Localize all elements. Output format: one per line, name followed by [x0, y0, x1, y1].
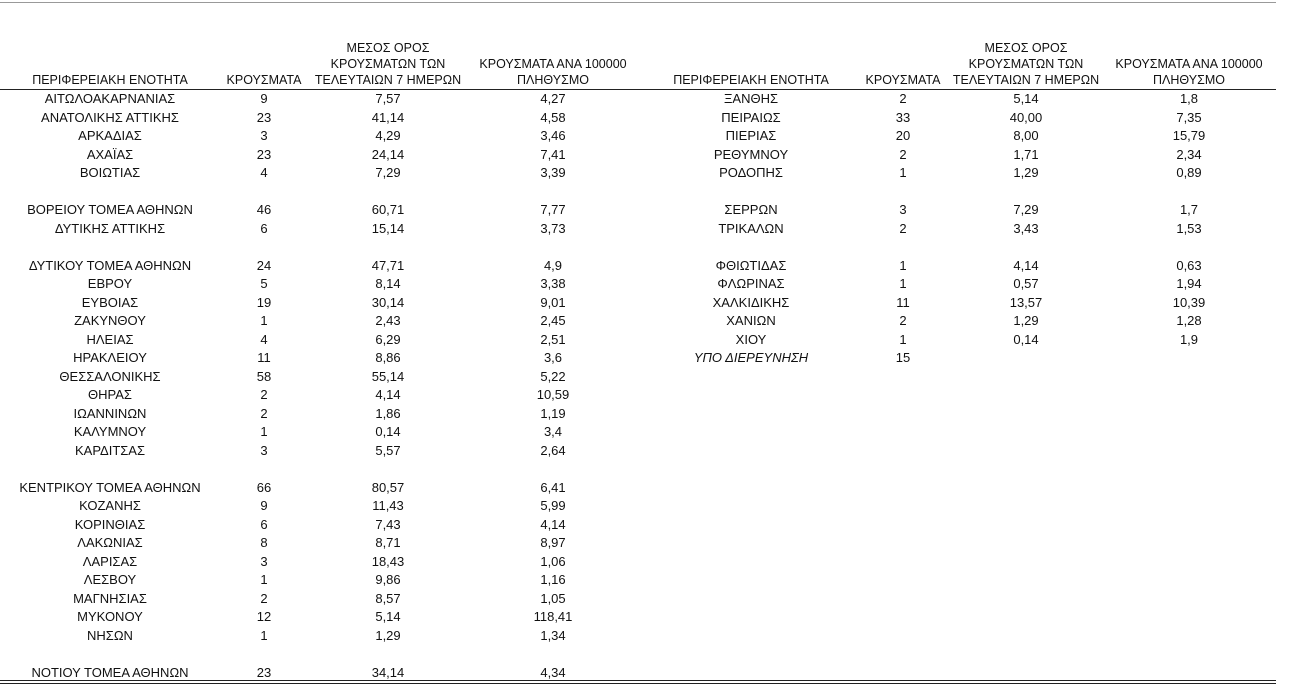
cell-avg7: 5,14 — [1013, 91, 1039, 106]
header-per100k-line-2: ΠΛΗΘΥΣΜΟ — [517, 73, 589, 87]
cell-per100k: 1,34 — [540, 627, 566, 643]
cell-cases: 23 — [256, 109, 272, 125]
cell-cases: 11 — [257, 350, 271, 365]
cell-per100k: 5,99 — [540, 498, 566, 513]
cell-region: ΔΥΤΙΚΗΣ ΑΤΤΙΚΗΣ — [54, 220, 166, 236]
cell-cases: 12 — [256, 609, 272, 624]
table-row — [0, 90, 640, 109]
cell-per100k: 3,39 — [540, 165, 566, 180]
table-row — [0, 275, 640, 294]
table-row — [0, 294, 640, 313]
cell-per100k: 7,41 — [540, 146, 566, 162]
table-row — [640, 90, 1276, 109]
cell-per100k: 4,34 — [540, 664, 566, 680]
cell-region: ΤΡΙΚΑΛΩΝ — [718, 220, 784, 236]
cell-avg7: 4,29 — [375, 128, 401, 143]
cell-region: ΚΕΝΤΡΙΚΟΥ ΤΟΜΕΑ ΑΘΗΝΩΝ — [19, 479, 201, 495]
table-row — [640, 164, 1276, 183]
cell-cases: 19 — [256, 294, 272, 310]
cell-avg7: 1,29 — [1013, 313, 1039, 328]
table-row — [640, 146, 1276, 165]
cell-avg7: 15,14 — [371, 220, 405, 236]
cell-per100k: 10,59 — [536, 387, 570, 402]
cell-avg7: 3,43 — [1013, 220, 1039, 236]
cell-cases: 1 — [260, 627, 268, 643]
cell-avg7: 7,29 — [375, 165, 401, 180]
cell-avg7: 8,00 — [1013, 128, 1039, 143]
cell-region: ΗΡΑΚΛΕΙΟΥ — [73, 350, 147, 365]
cell-avg7: 7,43 — [375, 516, 401, 532]
table-row — [0, 405, 640, 424]
table-row — [640, 349, 1276, 368]
header-cases: ΚΡΟΥΣΜΑΤΑ — [226, 73, 302, 87]
table-row — [640, 257, 1276, 276]
cell-region: ΥΠΟ ΔΙΕΡΕΥΝΗΣΗ — [693, 350, 809, 365]
table-row — [0, 368, 640, 387]
table-row — [0, 534, 640, 553]
cell-region: ΚΟΡΙΝΘΙΑΣ — [74, 516, 146, 532]
cell-cases: 2 — [899, 91, 907, 106]
cell-per100k: 1,53 — [1176, 220, 1202, 236]
table-row — [640, 275, 1276, 294]
cell-per100k: 1,28 — [1176, 313, 1202, 328]
header-per100k — [468, 56, 638, 88]
cell-region: ΑΧΑΪΑΣ — [86, 146, 134, 162]
cell-cases: 4 — [260, 165, 268, 180]
cell-region: ΣΕΡΡΩΝ — [724, 202, 778, 217]
cell-region: ΝΟΤΙΟΥ ΤΟΜΕΑ ΑΘΗΝΩΝ — [31, 664, 189, 680]
cell-cases: 24 — [256, 257, 272, 273]
cell-region: ΝΗΣΩΝ — [87, 627, 133, 643]
cell-per100k: 1,7 — [1179, 202, 1199, 217]
cell-avg7: 0,57 — [1013, 276, 1039, 291]
cell-region: ΚΟΖΑΝΗΣ — [79, 498, 141, 513]
header-region-right: ΠΕΡΙΦΕΡΕΙΑΚΗ ΕΝΟΤΗΤΑ — [673, 73, 829, 87]
cell-region: ΔΥΤΙΚΟΥ ΤΟΜΕΑ ΑΘΗΝΩΝ — [28, 257, 192, 273]
cell-region: ΑΙΤΩΛΟΑΚΑΡΝΑΝΙΑΣ — [44, 91, 176, 106]
table-row — [0, 331, 640, 350]
table-row — [640, 127, 1276, 146]
header-avg7-line-1: ΜΕΣΟΣ ΟΡΟΣ — [346, 41, 430, 55]
bottom-rule-double — [0, 683, 1276, 684]
cell-avg7: 47,71 — [371, 257, 405, 273]
cell-avg7: 5,14 — [375, 609, 401, 624]
cell-cases: 23 — [256, 146, 272, 162]
cell-avg7: 80,57 — [371, 479, 405, 495]
table-row — [0, 109, 640, 128]
cell-avg7: 41,14 — [371, 109, 405, 125]
cell-avg7: 4,14 — [1013, 257, 1039, 273]
table-row — [0, 664, 640, 683]
cell-region: ΘΕΣΣΑΛΟΝΙΚΗΣ — [59, 368, 161, 384]
table-row — [0, 590, 640, 609]
cell-avg7: 55,14 — [371, 368, 405, 384]
table-row — [640, 294, 1276, 313]
cell-cases: 6 — [260, 220, 268, 236]
cell-avg7: 8,86 — [375, 350, 401, 365]
cell-per100k: 1,8 — [1179, 91, 1199, 106]
cell-avg7: 9,86 — [375, 572, 401, 587]
cell-avg7: 11,43 — [372, 498, 404, 513]
header-avg7-right-line-2: ΚΡΟΥΣΜΑΤΩΝ ΤΩΝ — [968, 57, 1084, 71]
cell-cases: 3 — [260, 128, 268, 143]
cell-cases: 2 — [899, 220, 907, 236]
cell-avg7: 6,29 — [375, 331, 401, 347]
header-per100k-right — [1102, 56, 1276, 88]
cell-per100k: 4,27 — [540, 91, 566, 106]
cell-avg7: 60,71 — [371, 202, 405, 217]
table-row — [0, 479, 640, 498]
cell-avg7: 5,57 — [375, 442, 401, 458]
cell-per100k: 1,06 — [540, 553, 566, 569]
cell-per100k: 15,79 — [1172, 128, 1206, 143]
cell-avg7: 2,43 — [375, 313, 401, 328]
header-region: ΠΕΡΙΦΕΡΕΙΑΚΗ ΕΝΟΤΗΤΑ — [32, 73, 188, 87]
cell-region: ΛΑΡΙΣΑΣ — [82, 553, 138, 569]
cell-cases: 3 — [260, 442, 268, 458]
header-avg7-right-line-3: ΤΕΛΕΥΤΑΙΩΝ 7 ΗΜΕΡΩΝ — [952, 73, 1100, 87]
cell-per100k: 2,51 — [540, 331, 566, 347]
cell-per100k: 5,22 — [540, 368, 566, 384]
cell-region: ΑΝΑΤΟΛΙΚΗΣ ΑΤΤΙΚΗΣ — [41, 109, 179, 125]
cell-avg7: 1,29 — [375, 627, 401, 643]
cell-region: ΜΥΚΟΝΟΥ — [77, 609, 143, 624]
cell-avg7: 8,71 — [375, 535, 401, 550]
cell-cases: 9 — [260, 498, 268, 513]
cell-avg7: 8,57 — [375, 590, 401, 606]
cell-per100k: 10,39 — [1172, 294, 1206, 310]
cell-cases: 1 — [260, 424, 268, 439]
table-row — [0, 220, 640, 239]
cell-avg7: 18,43 — [371, 553, 405, 569]
cell-region: ΖΑΚΥΝΘΟΥ — [74, 313, 146, 328]
cell-avg7: 7,57 — [375, 91, 401, 106]
cell-per100k: 118,41 — [533, 609, 573, 624]
cell-region: ΧΙΟΥ — [735, 331, 767, 347]
table-row — [0, 257, 640, 276]
table-row — [0, 349, 640, 368]
cell-per100k: 4,58 — [540, 109, 566, 125]
cell-avg7: 4,14 — [375, 387, 401, 402]
cell-cases: 1 — [260, 572, 268, 587]
table-row — [0, 571, 640, 590]
table-row — [0, 442, 640, 461]
cell-avg7: 0,14 — [375, 424, 401, 439]
cell-avg7: 34,14 — [371, 664, 405, 680]
cell-region: ΕΒΡΟΥ — [87, 276, 133, 291]
cell-per100k: 1,9 — [1179, 331, 1199, 347]
header-cases-right: ΚΡΟΥΣΜΑΤΑ — [865, 73, 941, 87]
table-row — [0, 386, 640, 405]
cell-avg7: 1,71 — [1013, 146, 1039, 162]
cell-region: ΧΑΛΚΙΔΙΚΗΣ — [712, 294, 790, 310]
header-avg7-right-line-1: ΜΕΣΟΣ ΟΡΟΣ — [984, 41, 1068, 55]
cell-per100k: 4,9 — [543, 257, 563, 273]
cell-region: ΗΛΕΙΑΣ — [86, 331, 134, 347]
cell-avg7: 8,14 — [375, 276, 401, 291]
cell-cases: 3 — [899, 202, 907, 217]
cell-avg7: 24,14 — [371, 146, 405, 162]
table-row — [640, 201, 1276, 220]
cell-per100k: 1,19 — [540, 405, 566, 421]
cell-region: ΧΑΝΙΩΝ — [726, 313, 776, 328]
table-row — [0, 127, 640, 146]
cell-cases: 9 — [260, 91, 268, 106]
top-border — [0, 2, 1276, 3]
table-row — [640, 312, 1276, 331]
cell-per100k: 9,01 — [540, 294, 566, 310]
cell-per100k: 7,77 — [540, 202, 566, 217]
header-per100k-right-line-2: ΠΛΗΘΥΣΜΟ — [1153, 73, 1225, 87]
cell-cases: 1 — [899, 257, 907, 273]
cell-region: ΞΑΝΘΗΣ — [723, 91, 779, 106]
cell-avg7: 30,14 — [371, 294, 405, 310]
header-per100k-line-1: ΚΡΟΥΣΜΑΤΑ ΑΝΑ 100000 — [479, 57, 627, 71]
cell-per100k: 1,05 — [540, 590, 566, 606]
cell-per100k: 4,14 — [540, 516, 566, 532]
cell-region: ΘΗΡΑΣ — [88, 387, 132, 402]
cell-cases: 46 — [256, 202, 272, 217]
table-row — [0, 312, 640, 331]
cell-avg7: 40,00 — [1009, 109, 1043, 125]
cell-avg7: 7,29 — [1013, 202, 1039, 217]
cell-per100k: 2,45 — [540, 313, 566, 328]
cell-avg7: 1,86 — [375, 405, 401, 421]
cell-cases: 4 — [260, 331, 268, 347]
cell-avg7: 0,14 — [1013, 331, 1039, 347]
cell-per100k: 3,4 — [543, 424, 563, 439]
table-row — [0, 497, 640, 516]
cell-region: ΙΩΑΝΝΙΝΩΝ — [73, 405, 147, 421]
cell-cases: 8 — [260, 535, 268, 550]
cell-region: ΛΑΚΩΝΙΑΣ — [77, 535, 143, 550]
cell-cases: 2 — [260, 590, 268, 606]
header-avg7-line-3: ΤΕΛΕΥΤΑΙΩΝ 7 ΗΜΕΡΩΝ — [314, 73, 462, 87]
cell-region: ΦΛΩΡΙΝΑΣ — [717, 276, 785, 291]
cell-avg7: 1,29 — [1013, 165, 1039, 180]
cell-per100k: 3,46 — [540, 128, 566, 143]
cell-region: ΒΟΡΕΙΟΥ ΤΟΜΕΑ ΑΘΗΝΩΝ — [27, 202, 193, 217]
table-row — [0, 608, 640, 627]
cell-cases: 66 — [256, 479, 272, 495]
cell-cases: 11 — [896, 294, 910, 310]
cell-per100k: 6,41 — [540, 479, 566, 495]
cell-per100k: 1,94 — [1176, 276, 1202, 291]
cell-cases: 2 — [260, 387, 268, 402]
cell-per100k: 3,38 — [540, 276, 566, 291]
cell-region: ΜΑΓΝΗΣΙΑΣ — [73, 590, 147, 606]
cell-cases: 58 — [256, 368, 272, 384]
cell-per100k: 0,89 — [1176, 165, 1202, 180]
cell-avg7: 13,57 — [1009, 294, 1043, 310]
cell-per100k: 3,6 — [543, 350, 563, 365]
cell-region: ΠΙΕΡΙΑΣ — [725, 128, 777, 143]
cell-cases: 1 — [899, 331, 907, 347]
table-row — [0, 146, 640, 165]
cell-region: ΦΘΙΩΤΙΔΑΣ — [715, 257, 787, 273]
cell-per100k: 1,16 — [540, 572, 566, 587]
cell-region: ΡΕΘΥΜΝΟΥ — [713, 146, 789, 162]
cell-cases: 23 — [256, 664, 272, 680]
cell-region: ΑΡΚΑΔΙΑΣ — [78, 128, 142, 143]
cell-cases: 1 — [260, 313, 268, 328]
cell-cases: 1 — [899, 276, 907, 291]
table-row — [640, 109, 1276, 128]
cell-cases: 1 — [899, 165, 907, 180]
cell-region: ΚΑΛΥΜΝΟΥ — [73, 424, 147, 439]
cell-cases: 15 — [895, 350, 911, 365]
cell-region: ΠΕΙΡΑΙΩΣ — [721, 109, 781, 125]
cell-cases: 6 — [260, 516, 268, 532]
table-row — [640, 220, 1276, 239]
cell-cases: 2 — [260, 405, 268, 421]
cell-per100k: 7,35 — [1176, 109, 1202, 125]
cell-region: ΡΟΔΟΠΗΣ — [719, 165, 783, 180]
table-row — [0, 423, 640, 442]
header-avg7-line-2: ΚΡΟΥΣΜΑΤΩΝ ΤΩΝ — [330, 57, 446, 71]
cell-cases: 20 — [895, 128, 911, 143]
header-per100k-right-line-1: ΚΡΟΥΣΜΑΤΑ ΑΝΑ 100000 — [1115, 57, 1263, 71]
cell-region: ΕΥΒΟΙΑΣ — [81, 294, 139, 310]
cell-per100k: 2,34 — [1176, 146, 1202, 162]
cell-cases: 5 — [260, 276, 268, 291]
cell-cases: 2 — [899, 313, 907, 328]
cell-per100k: 2,64 — [540, 442, 566, 458]
header-avg7-right — [944, 40, 1108, 88]
cell-region: ΛΕΣΒΟΥ — [83, 572, 137, 587]
table-row — [0, 201, 640, 220]
cell-cases: 3 — [260, 553, 268, 569]
table-row — [640, 331, 1276, 350]
cell-per100k: 8,97 — [540, 535, 566, 550]
table-row — [0, 627, 640, 646]
cell-region: ΚΑΡΔΙΤΣΑΣ — [74, 442, 146, 458]
cell-per100k: 3,73 — [540, 220, 566, 236]
cell-cases: 2 — [899, 146, 907, 162]
cell-region: ΒΟΙΩΤΙΑΣ — [79, 165, 141, 180]
cell-per100k: 0,63 — [1176, 257, 1202, 273]
header-avg7 — [308, 40, 468, 88]
table-row — [0, 164, 640, 183]
table-row — [0, 516, 640, 535]
cell-cases: 33 — [895, 109, 911, 125]
table-row — [0, 553, 640, 572]
